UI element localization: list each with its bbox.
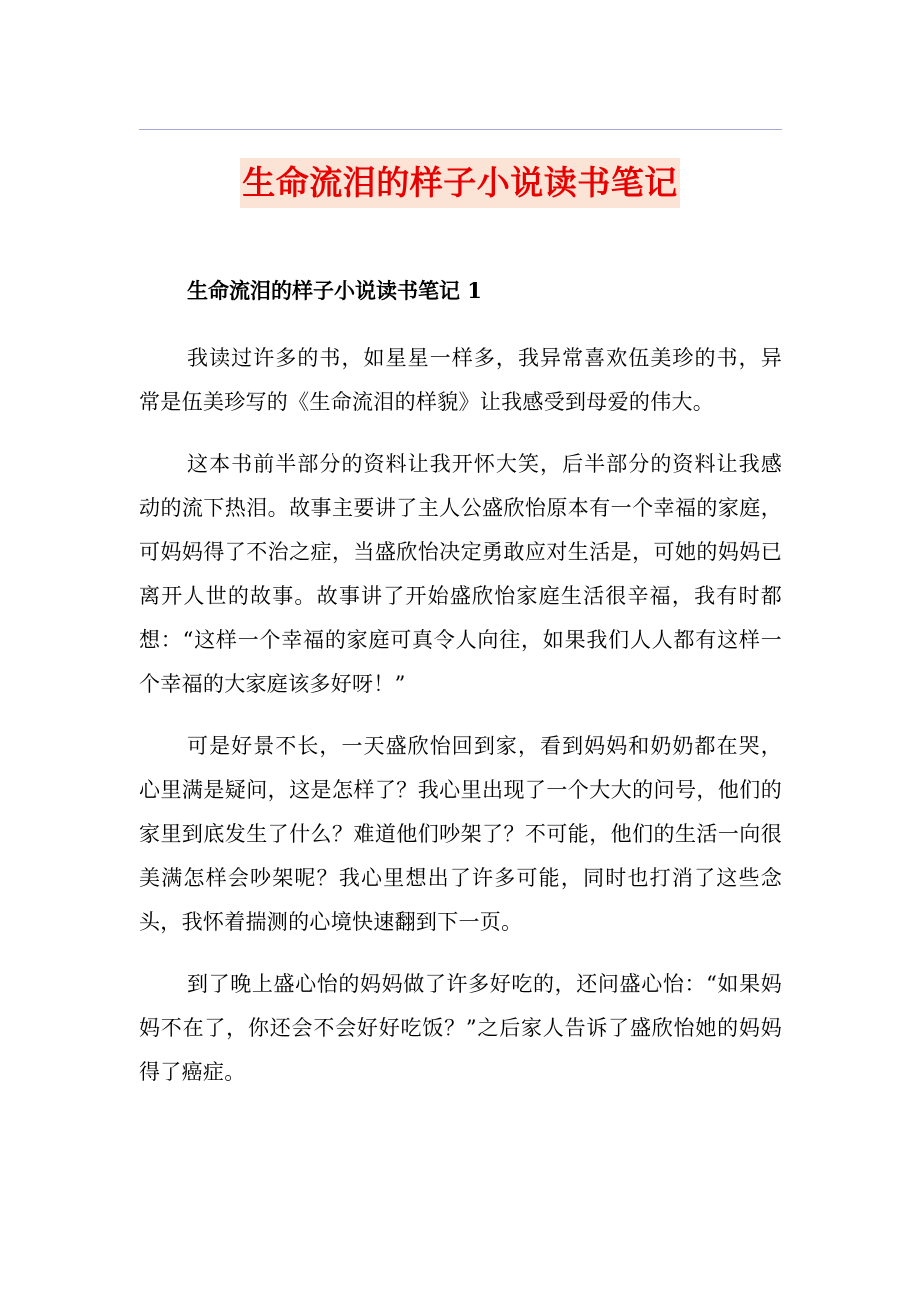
section-heading: 生命流泪的样子小说读书笔记 1 — [187, 278, 482, 303]
paragraph-2: 这本书前半部分的资料让我开怀大笑，后半部分的资料让我感动的流下热泪。故事主要讲了主人公盛欣怡原本有一个幸福的家庭，可妈妈得了不治之症，当盛欣怡决定勇敢应对生活是，可她的妈妈已离开人世的故事。故事讲了开始盛欣怡家庭生活很辛福，我有时都想：“这样一个幸福的家庭可真令人向往，如果我们人人都有这样一个幸福的大家庭该多好呀！” — [139, 452, 782, 696]
paragraph-3: 可是好景不长，一天盛欣怡回到家，看到妈妈和奶奶都在哭，心里满是疑问，这是怎样了？我心里出现了一个大大的问号，他们的家里到底发生了什么？难道他们吵架了？不可能，他们的生活一向很美满怎样会吵架呢？我心里想出了许多可能，同时也打消了这些念头，我怀着揣测的心境快速翻到下一页。 — [139, 734, 782, 934]
paragraph-4: 到了晚上盛心怡的妈妈做了许多好吃的，还问盛心怡：“如果妈妈不在了，你还会不会好好吃饭？”之后家人告诉了盛欣怡她的妈妈得了癌症。 — [139, 972, 782, 1084]
paragraph-1: 我读过许多的书，如星星一样多，我异常喜欢伍美珍的书，异常是伍美珍写的《生命流泪的样貌》让我感受到母爱的伟大。 — [139, 346, 782, 414]
title-container — [0, 158, 920, 208]
document-title: 生命流泪的样子小说读书笔记 — [240, 158, 680, 208]
top-divider — [139, 129, 782, 130]
document-body — [139, 268, 782, 1112]
